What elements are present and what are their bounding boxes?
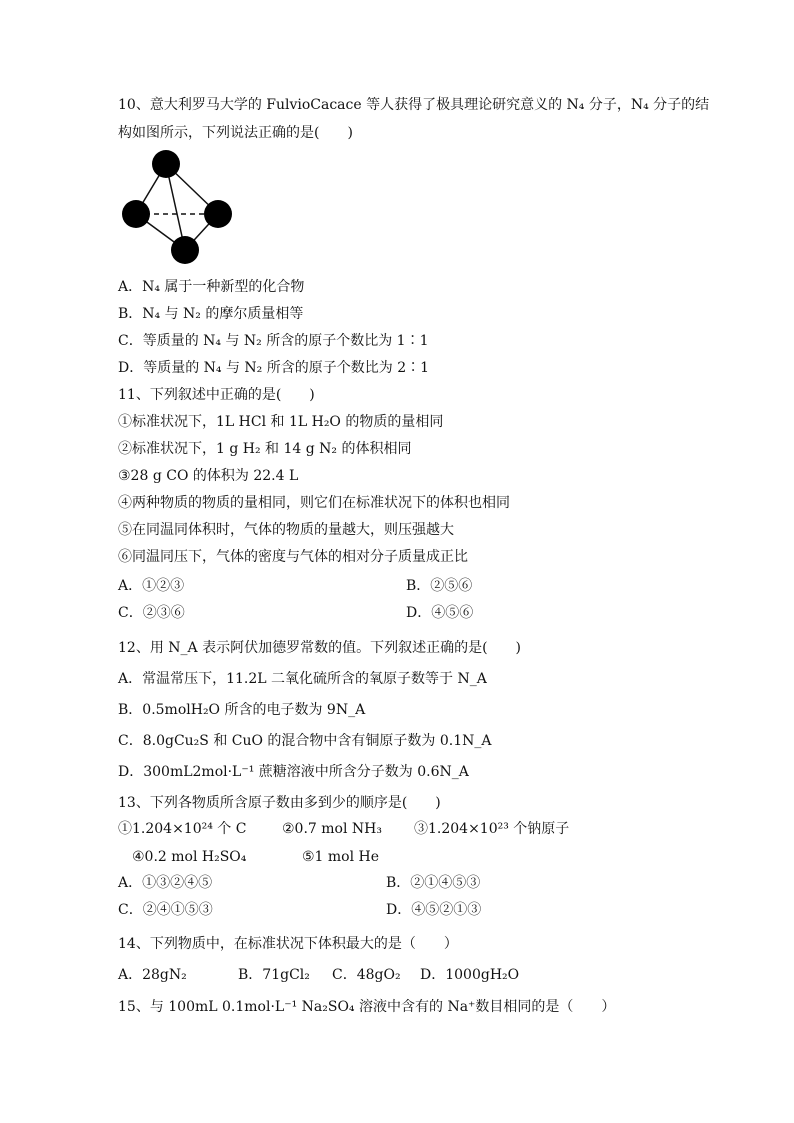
q10-option-c: C．等质量的 N₄ 与 N₂ 所含的原子个数比为 1∶1	[118, 333, 429, 349]
q13-stem: 13、下列各物质所含原子数由多到少的顺序是( )	[118, 795, 441, 811]
nitrogen-atom	[122, 200, 150, 228]
q13-item-5: ⑤1 mol He	[302, 849, 380, 865]
q12-option-d: D．300mL2mol·L⁻¹ 蔗糖溶液中所含分子数为 0.6N_A	[118, 764, 469, 780]
q13-option-c: C．②④①⑤③	[118, 902, 213, 918]
q11-item-5: ⑤在同温同体积时，气体的物质的量越大，则压强越大	[118, 522, 454, 538]
q14-option-a: A．28gN₂	[118, 967, 187, 983]
q10-option-a: A．N₄ 属于一种新型的化合物	[118, 279, 305, 295]
q11-item-3: ③28 g CO 的体积为 22.4 L	[118, 468, 299, 484]
q13-item-3: ③1.204×10²³ 个钠原子	[414, 821, 570, 837]
q10-stem-line1: 10、意大利罗马大学的 FulvioCacace 等人获得了极具理论研究意义的 N₄ 分子，N₄ 分子的结	[118, 97, 710, 113]
q14-option-b: B．71gCl₂	[238, 967, 310, 983]
q12-option-c: C．8.0gCu₂S 和 CuO 的混合物中含有铜原子数为 0.1N_A	[118, 733, 492, 749]
q10-option-b: B．N₄ 与 N₂ 的摩尔质量相等	[118, 306, 304, 322]
q13-item-2: ②0.7 mol NH₃	[282, 821, 382, 837]
q12-option-a: A．常温常压下，11.2L 二氧化硫所含的氧原子数等于 N_A	[118, 671, 487, 687]
q11-option-d: D．④⑤⑥	[406, 605, 474, 621]
q13-option-a: A．①③②④⑤	[118, 875, 213, 891]
q15-stem: 15、与 100mL 0.1mol·L⁻¹ Na₂SO₄ 溶液中含有的 Na⁺数目相同的是（ ）	[118, 999, 616, 1015]
q13-option-d: D．④⑤②①③	[386, 902, 482, 918]
q11-option-a: A．①②③	[118, 578, 185, 594]
q13-item-4: ④0.2 mol H₂SO₄	[132, 849, 247, 865]
q10-stem-line2: 构如图所示，下列说法正确的是( )	[118, 125, 353, 141]
q13-item-1: ①1.204×10²⁴ 个 C	[118, 821, 247, 837]
q13-option-b: B．②①④⑤③	[386, 875, 481, 891]
q11-item-6: ⑥同温同压下，气体的密度与气体的相对分子质量成正比	[118, 549, 468, 565]
nitrogen-atom	[204, 200, 232, 228]
nitrogen-atom	[171, 236, 199, 264]
q11-option-c: C．②③⑥	[118, 605, 185, 621]
q11-item-4: ④两种物质的物质的量相同，则它们在标准状况下的体积也相同	[118, 495, 510, 511]
q11-item-2: ②标准状况下，1 g H₂ 和 14 g N₂ 的体积相同	[118, 441, 412, 457]
q11-option-b: B．②⑤⑥	[406, 578, 473, 594]
q12-option-b: B．0.5molH₂O 所含的电子数为 9N_A	[118, 702, 366, 718]
q14-stem: 14、下列物质中，在标准状况下体积最大的是（ ）	[118, 936, 458, 952]
q11-item-1: ①标准状况下，1L HCl 和 1L H₂O 的物质的量相同	[118, 414, 444, 430]
q12-stem: 12、用 N_A 表示阿伏加德罗常数的值。下列叙述正确的是( )	[118, 640, 521, 656]
nitrogen-atom	[152, 150, 180, 178]
q10-option-d: D．等质量的 N₄ 与 N₂ 所含的原子个数比为 2∶1	[118, 360, 430, 376]
q14-option-d: D．1000gH₂O	[420, 967, 520, 983]
n4-molecule-diagram	[118, 148, 238, 266]
q14-option-c: C．48gO₂	[332, 967, 401, 983]
q11-stem: 11、下列叙述中正确的是( )	[118, 387, 315, 403]
